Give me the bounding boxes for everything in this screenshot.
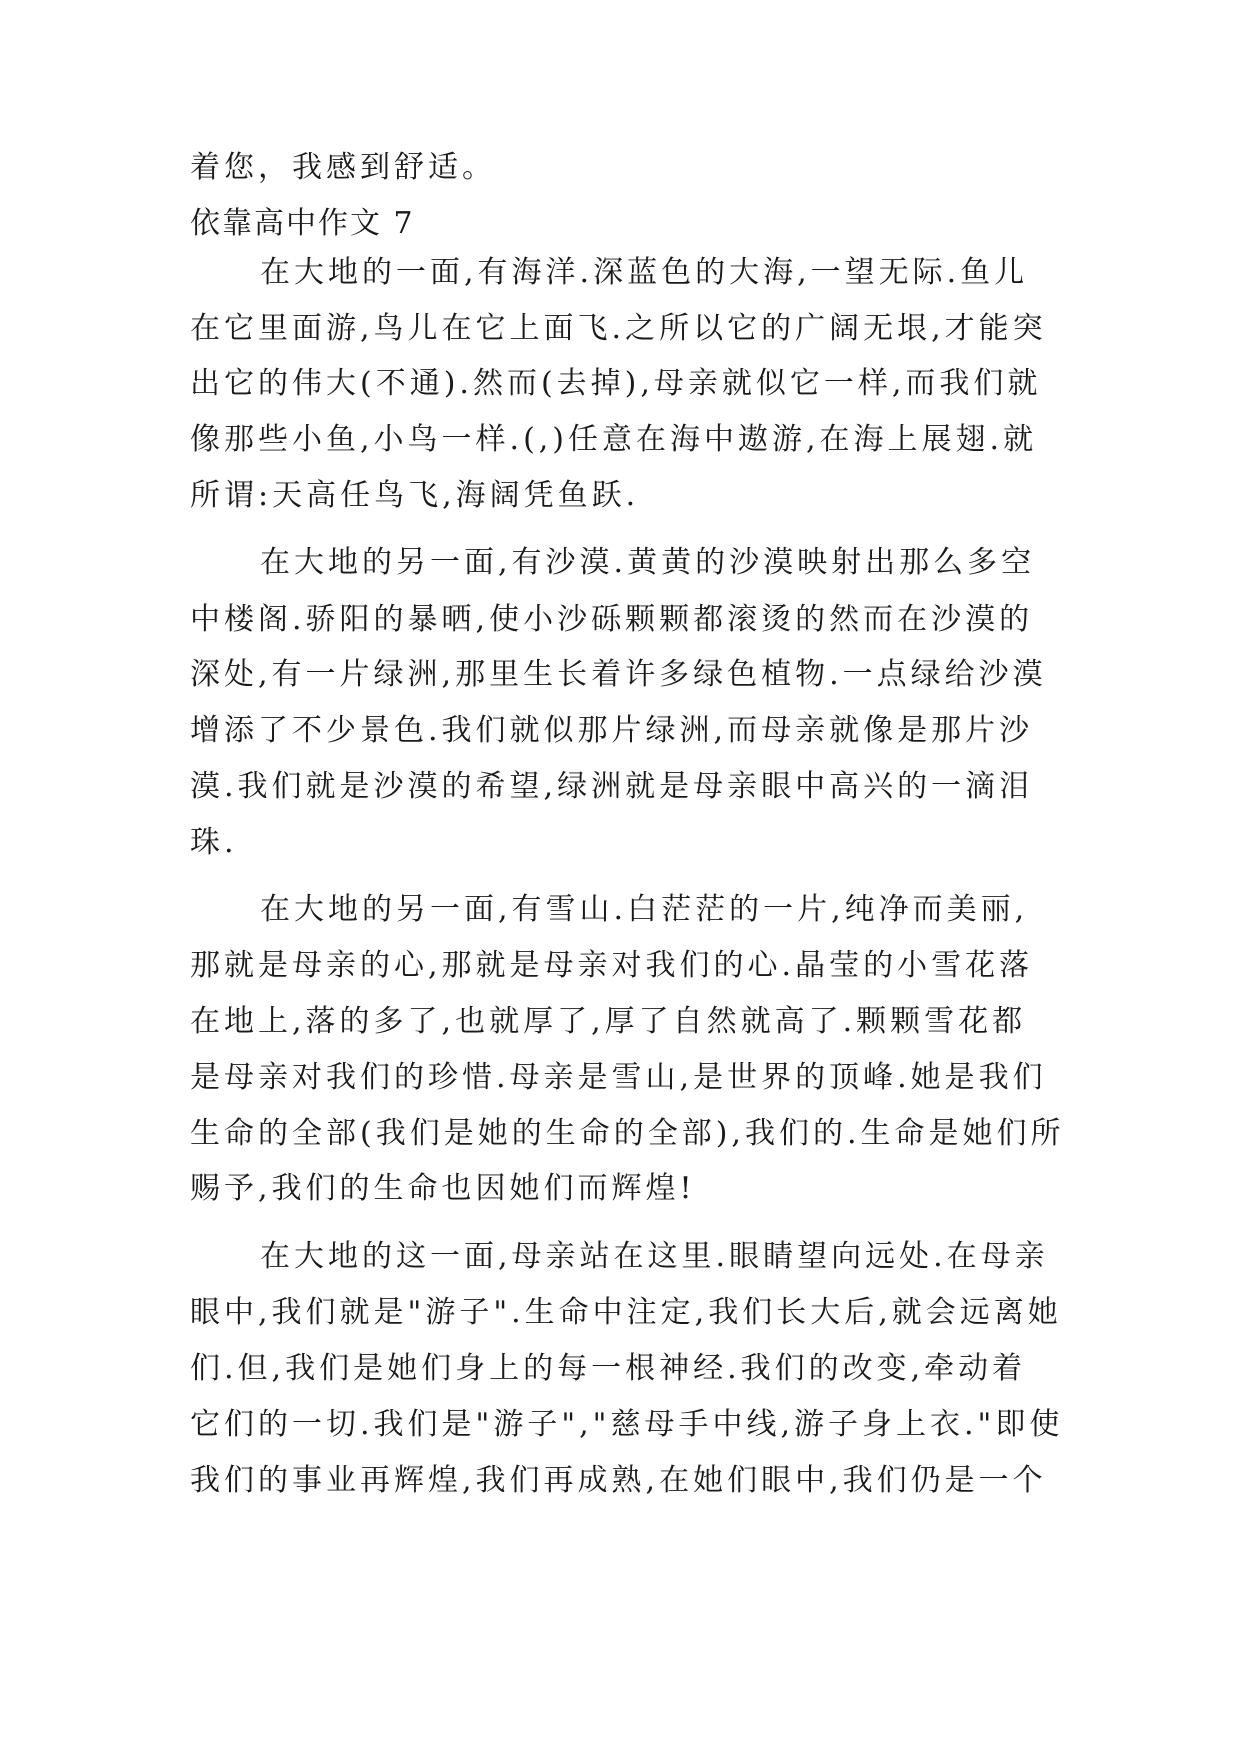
paragraph-line: 像那些小鱼,小鸟一样.(,)任意在海中遨游,在海上展翅.就 (190, 422, 1038, 457)
paragraph-line: 在大地的另一面,有雪山.白茫茫的一片,纯净而美丽, (260, 892, 1029, 927)
paragraph-line: 所谓:天高任鸟飞,海阔凭鱼跃. (190, 478, 640, 513)
paragraph-line: 生命的全部(我们是她的生命的全部),我们的.生命是她们所 (190, 1116, 1065, 1151)
paragraph-line: 深处,有一片绿洲,那里生长着许多绿色植物.一点绿给沙漠 (190, 657, 1047, 692)
paragraph-line: 在大地的另一面,有沙漠.黄黄的沙漠映射出那么多空 (260, 545, 1036, 580)
paragraph-line: 我们的事业再辉煌,我们再成熟,在她们眼中,我们仍是一个 (190, 1463, 1047, 1498)
paragraph-line: 那就是母亲的心,那就是母亲对我们的心.晶莹的小雪花落 (190, 948, 1034, 983)
essay-heading: 依靠高中作文 7 (190, 206, 415, 241)
paragraph-line: 出它的伟大(不通).然而(去掉),母亲就似它一样,而我们就 (190, 366, 1042, 401)
paragraph-line: 是母亲对我们的珍惜.母亲是雪山,是世界的顶峰.她是我们 (190, 1060, 1047, 1095)
paragraph-line: 在大地的一面,有海洋.深蓝色的大海,一望无际.鱼儿 (260, 255, 1029, 290)
paragraph-line: 中楼阁.骄阳的暴晒,使小沙砾颗颗都滚烫的然而在沙漠的 (190, 602, 1034, 637)
paragraph-line: 它们的一切.我们是"游子","慈母手中线,游子身上衣."即使 (190, 1407, 1064, 1442)
paragraph-line: 赐予,我们的生命也因她们而辉煌! (190, 1171, 696, 1206)
paragraph-line: 在地上,落的多了,也就厚了,厚了自然就高了.颗颗雪花都 (190, 1004, 1027, 1039)
paragraph-line: 漠.我们就是沙漠的希望,绿洲就是母亲眼中高兴的一滴泪 (190, 769, 1034, 804)
paragraph-line: 增添了不少景色.我们就似那片绿洲,而母亲就像是那片沙 (190, 713, 1034, 748)
continuation-line: 着您，我感到舒适。 (190, 150, 496, 185)
paragraph-line: 们.但,我们是她们身上的每一根神经.我们的改变,牵动着 (190, 1351, 1027, 1386)
paragraph-line: 珠. (190, 825, 238, 860)
paragraph-line: 在大地的这一面,母亲站在这里.眼睛望向远处.在母亲 (260, 1239, 1049, 1274)
paragraph-line: 在它里面游,鸟儿在它上面飞.之所以它的广阔无垠,才能突 (190, 311, 1047, 346)
paragraph-line: 眼中,我们就是"游子".生命中注定,我们长大后,就会远离她 (190, 1295, 1062, 1330)
